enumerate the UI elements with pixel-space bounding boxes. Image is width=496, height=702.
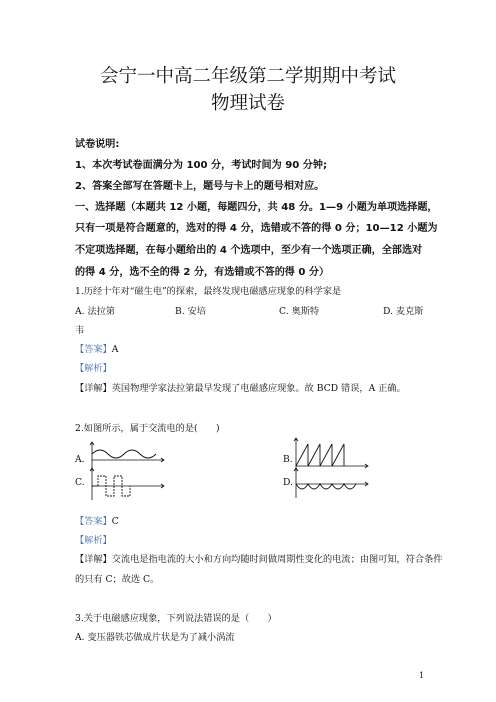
q2-option-a: A. (75, 454, 85, 465)
q2-graph-c (88, 466, 168, 502)
q1-option-b: B. 安培 (175, 306, 206, 317)
section-intro-line-3: 不定项选择题，在每小题给出的 4 个选项中，至少有一个选项正确，全部选对 (75, 245, 423, 256)
q2-detail-line-1: 【详解】交流电是指电流的大小和方向均随时间做周期性变化的电流；由图可知，符合条件 (75, 554, 443, 565)
q1-answer-label: 【答案】 (75, 344, 112, 355)
q2-answer-value: C (111, 516, 119, 527)
q1-detail: 【详解】英国物理学家法拉第最早发现了电磁感应现象。故 BCD 错误，A 正确。 (75, 383, 406, 394)
q2-answer (75, 513, 119, 527)
q2-analysis-label: 【解析】 (75, 535, 112, 546)
q2-graph-d (292, 466, 372, 500)
q1-option-d: D. 麦克斯 (383, 306, 424, 317)
q2-answer-label: 【答案】 (75, 516, 112, 527)
q2-option-d: D. (283, 477, 293, 488)
section-intro-line-4: 的得 4 分，选不全的得 2 分，有选错或不答的得 0 分） (75, 267, 330, 278)
instruction-2: 2、答案全部写在答题卡上，题号与卡上的题号相对应。 (75, 181, 325, 192)
q1-stem: 1.历经十年对“磁生电”的探索，最终发现电磁感应现象的科学家是 (75, 286, 342, 297)
exam-title: 会宁一中高二年级第二学期期中考试 (99, 66, 396, 87)
q3-option-a: A. 变压器铁芯做成片状是为了减小涡流 (75, 632, 235, 643)
q1-answer-value: A (111, 344, 119, 355)
q2-detail-line-2: 的只有 C；故选 C。 (75, 574, 160, 585)
q1-option-d-wrap: 韦 (75, 325, 85, 336)
exam-subtitle: 物理试卷 (210, 93, 285, 114)
q2-stem: 2.如图所示，属于交流电的是( ) (75, 423, 220, 434)
instruction-1: 1、本次考试卷面满分为 100 分，考试时间为 90 分钟; (75, 160, 328, 171)
q2-option-c: C. (75, 477, 85, 488)
q3-stem: 3.关于电磁感应现象，下列说法错误的是（ ） (75, 613, 277, 624)
q1-option-c: C. 奥斯特 (279, 306, 320, 317)
q1-analysis-label: 【解析】 (75, 363, 112, 374)
q2-option-b: B. (283, 454, 293, 465)
q1-option-a: A. 法拉第 (75, 306, 116, 317)
instructions-heading: 试卷说明: (75, 139, 120, 150)
page-number: 1 (419, 671, 425, 680)
q1-answer (75, 341, 118, 355)
section-intro-line-1: 一、选择题（本题共 12 小题，每题四分，共 48 分。1—9 小题为单项选择题， (75, 202, 438, 213)
section-intro-line-2: 只有一项是符合题意的，选对的得 4 分，选错或不答的得 0 分；10—12 小题为 (75, 223, 438, 234)
